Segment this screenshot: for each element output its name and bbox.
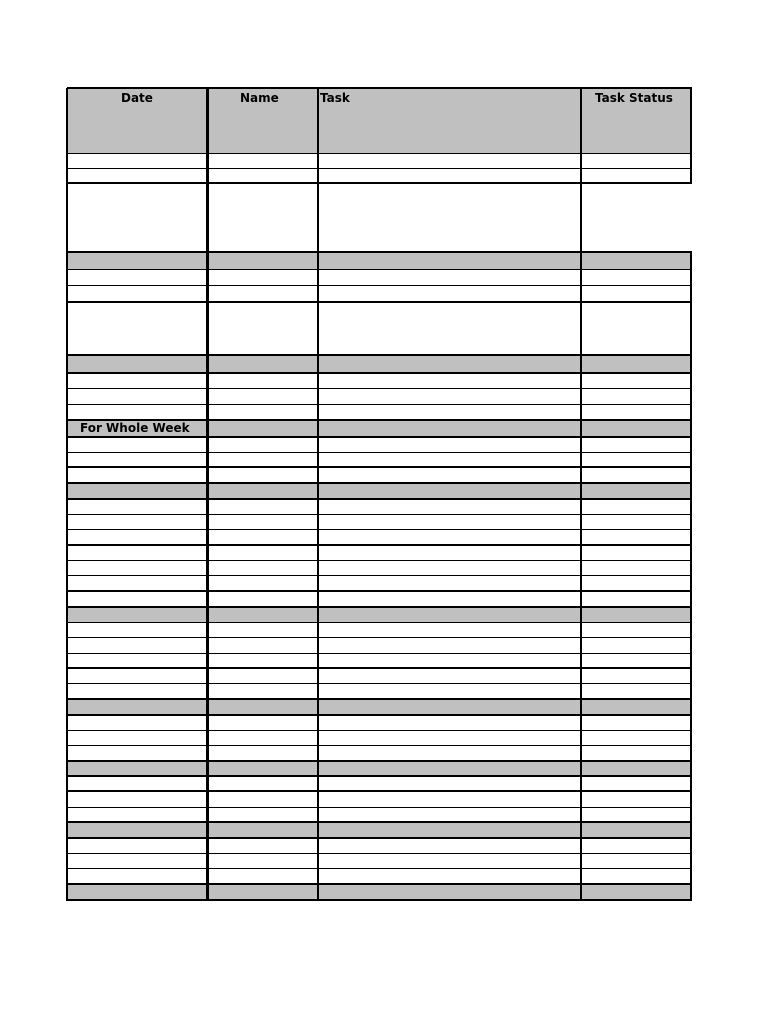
row-divider [67, 182, 692, 184]
row-divider [67, 698, 692, 700]
row-divider [67, 529, 692, 530]
row-divider [67, 683, 692, 684]
header-date: Date [121, 91, 153, 105]
for-whole-week-label: For Whole Week [80, 421, 190, 435]
row-divider [67, 301, 692, 303]
header-name: Name [240, 91, 279, 105]
row-divider [67, 466, 692, 468]
row-divider [67, 807, 692, 808]
row-divider [67, 354, 692, 356]
row-divider [67, 637, 692, 638]
row-divider [67, 730, 692, 731]
row-divider [67, 745, 692, 746]
row-divider [67, 251, 692, 253]
row-divider [67, 790, 692, 792]
row-divider [67, 775, 692, 777]
row-divider [67, 868, 692, 869]
row-divider [67, 760, 692, 762]
row-divider [67, 853, 692, 854]
row-divider [67, 544, 692, 546]
row-divider [67, 883, 692, 885]
row-divider [67, 821, 692, 823]
column-divider [317, 88, 319, 901]
shaded-row [67, 822, 691, 838]
row-divider [67, 498, 692, 500]
row-divider [67, 514, 692, 515]
row-divider [67, 388, 692, 389]
row-divider [67, 372, 692, 374]
row-divider [67, 606, 692, 608]
shaded-row [67, 884, 691, 900]
row-divider [67, 87, 692, 89]
row-divider [67, 560, 692, 561]
row-divider [67, 153, 692, 154]
row-divider [67, 714, 692, 716]
shaded-row [67, 355, 691, 373]
column-divider [66, 88, 68, 901]
column-divider [580, 88, 582, 901]
shaded-row [67, 607, 691, 622]
header-task-status: Task Status [595, 91, 673, 105]
row-divider [67, 590, 692, 592]
row-divider [67, 404, 692, 405]
row-divider [67, 452, 692, 453]
shaded-row [67, 699, 691, 715]
row-divider [67, 482, 692, 484]
row-divider [67, 285, 692, 286]
column-divider [206, 88, 209, 901]
row-divider [67, 436, 692, 438]
row-divider [67, 667, 692, 669]
row-divider [67, 622, 692, 623]
row-divider [67, 837, 692, 839]
shaded-row [67, 761, 691, 776]
header-task: Task [320, 91, 350, 105]
row-divider [67, 899, 692, 901]
open-cell-edge [690, 184, 693, 251]
row-divider [67, 269, 692, 270]
row-divider [67, 653, 692, 654]
row-divider [67, 575, 692, 576]
shaded-row [67, 252, 691, 269]
shaded-row [67, 483, 691, 499]
row-divider [67, 168, 692, 169]
